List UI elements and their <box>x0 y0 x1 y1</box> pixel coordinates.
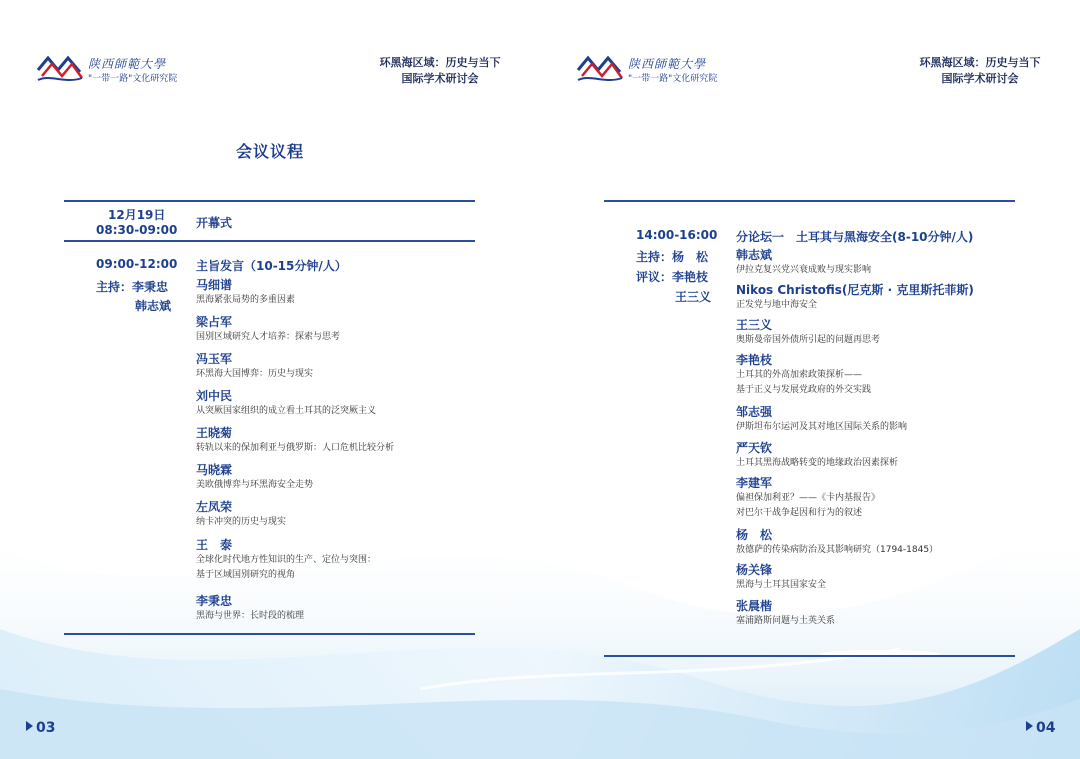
speech-topic: 塞浦路斯问题与土英关系 <box>736 616 836 626</box>
right-page <box>540 0 1080 759</box>
speaker-entry <box>196 537 376 583</box>
session-host: 主持：杨 松 <box>636 250 709 264</box>
keynote-host: 主持：李秉忠 <box>96 280 169 294</box>
page-number <box>26 720 55 736</box>
session-commentator: 评议：李艳枝 <box>636 270 709 284</box>
speech-topic-continued: 基于正义与发展党政府的外交实践 <box>736 385 872 395</box>
speaker-name: 马细谱 <box>196 278 233 292</box>
speaker-entry <box>196 593 304 624</box>
speaker-entry <box>196 462 313 493</box>
speaker-entry <box>196 277 295 308</box>
conference-title-line2: 国际学术研讨会 <box>401 72 479 85</box>
page-arrow-icon <box>1026 721 1033 731</box>
speech-topic: 奥斯曼帝国外债所引起的问题再思考 <box>736 335 881 345</box>
speech-topic: 偏袒保加利亚？——《卡内基报告》 <box>736 493 881 503</box>
rule-top <box>604 200 1015 202</box>
speech-topic: 转轨以来的保加利亚与俄罗斯：人口危机比较分析 <box>196 443 395 453</box>
speaker-name: 杨 松 <box>736 528 773 542</box>
speaker-entry <box>736 317 880 348</box>
rule-bottom <box>64 633 475 635</box>
page-number-text: 04 <box>1036 720 1056 736</box>
speaker-name: 左凤荣 <box>196 500 233 514</box>
speaker-name: 李建军 <box>736 476 773 490</box>
speech-topic-continued: 基于区域国别研究的视角 <box>196 570 296 580</box>
university-logo <box>576 50 756 90</box>
logo-university-name: 陕西師範大學 <box>628 57 707 71</box>
speech-topic: 国别区域研究人才培养：探索与思考 <box>196 332 341 342</box>
logo-emblem-icon <box>576 52 624 84</box>
speaker-entry <box>196 351 313 382</box>
keynote-heading: 主旨发言（10-15分钟/人） <box>196 259 347 273</box>
speaker-name: 邹志强 <box>736 405 773 419</box>
opening-ceremony-label: 开幕式 <box>196 216 233 230</box>
rule-top <box>64 200 475 202</box>
conference-title-line2: 国际学术研讨会 <box>941 72 1019 85</box>
speaker-entry <box>736 440 898 471</box>
speaker-entry <box>196 314 340 345</box>
speaker-name: 梁占军 <box>196 315 233 329</box>
speech-topic: 纳卡冲突的历史与现实 <box>196 517 287 527</box>
speaker-entry <box>736 404 907 435</box>
speech-topic: 黑海与世界：长时段的梳理 <box>196 611 305 621</box>
speech-topic: 土耳其的外高加索政策探析—— <box>736 370 863 380</box>
page-title: 会议议程 <box>236 142 305 161</box>
speaker-name: 王 泰 <box>196 538 233 552</box>
speaker-entry <box>736 282 974 313</box>
speech-topic: 敖德萨的传染病防治及其影响研究（1794-1845） <box>736 545 939 555</box>
speech-topic: 美欧俄博弈与环黑海安全走势 <box>196 480 314 490</box>
speaker-entry <box>196 499 286 530</box>
speaker-entry <box>736 247 871 278</box>
speaker-name: 张晨楷 <box>736 599 773 613</box>
logo-institute-name: "一带一路"文化研究院 <box>628 74 718 84</box>
rule-bottom <box>604 655 1015 657</box>
speaker-name: 王晓菊 <box>196 426 233 440</box>
speech-topic-continued: 对巴尔干战争起因和行为的叙述 <box>736 508 863 518</box>
session-heading: 分论坛一 土耳其与黑海安全(8-10分钟/人) <box>736 230 974 244</box>
speaker-entry <box>736 527 938 558</box>
session-commentator-2: 王三义 <box>675 290 712 304</box>
speaker-name: 刘中民 <box>196 389 233 403</box>
keynote-host-2: 韩志斌 <box>135 299 172 313</box>
speaker-entry <box>736 562 826 593</box>
logo-institute-name: "一带一路"文化研究院 <box>88 74 178 84</box>
speech-topic: 全球化时代地方性知识的生产、定位与突围： <box>196 555 377 565</box>
speech-topic: 环黑海大国博弈：历史与现实 <box>196 369 314 379</box>
speaker-name: 李艳枝 <box>736 353 773 367</box>
session-time: 14:00-16:00 <box>636 228 718 242</box>
speech-topic: 黑海紧张局势的多重因素 <box>196 295 296 305</box>
speaker-name: Nikos Christofis(尼克斯 · 克里斯托菲斯) <box>736 283 974 297</box>
speaker-entry <box>736 352 871 398</box>
conference-title-line1: 环黑海区域：历史与当下 <box>919 56 1041 69</box>
conference-title <box>885 55 1075 87</box>
speaker-entry <box>736 475 880 521</box>
speech-topic: 伊拉克复兴党兴衰成败与现实影响 <box>736 265 872 275</box>
conference-title-line1: 环黑海区域：历史与当下 <box>379 56 501 69</box>
speech-topic: 正发党与地中海安全 <box>736 300 818 310</box>
keynote-time: 09:00-12:00 <box>96 257 178 271</box>
logo-university-name: 陕西師範大學 <box>88 57 167 71</box>
speech-topic: 黑海与土耳其国家安全 <box>736 580 827 590</box>
speaker-entry <box>196 425 394 456</box>
rule-middle <box>64 240 475 242</box>
speaker-name: 李秉忠 <box>196 594 233 608</box>
conference-title <box>345 55 535 87</box>
speech-topic: 伊斯坦布尔运河及其对地区国际关系的影响 <box>736 422 908 432</box>
page-number <box>1026 720 1055 736</box>
page-arrow-icon <box>26 721 33 731</box>
speech-topic: 从突厥国家组织的成立看土耳其的泛突厥主义 <box>196 406 377 416</box>
speaker-name: 韩志斌 <box>736 248 773 262</box>
opening-date: 12月19日 <box>108 208 166 222</box>
speaker-name: 马晓霖 <box>196 463 233 477</box>
speaker-name: 冯玉军 <box>196 352 233 366</box>
speaker-entry <box>736 598 835 629</box>
speaker-name: 杨关锋 <box>736 563 773 577</box>
speech-topic: 土耳其黑海战略转变的地缘政治因素探析 <box>736 458 899 468</box>
logo-emblem-icon <box>36 52 84 84</box>
speaker-name: 严天钦 <box>736 441 773 455</box>
speaker-name: 王三义 <box>736 318 773 332</box>
page-number-text: 03 <box>36 720 56 736</box>
university-logo <box>36 50 216 90</box>
speaker-entry <box>196 388 376 419</box>
opening-time: 08:30-09:00 <box>96 223 178 237</box>
